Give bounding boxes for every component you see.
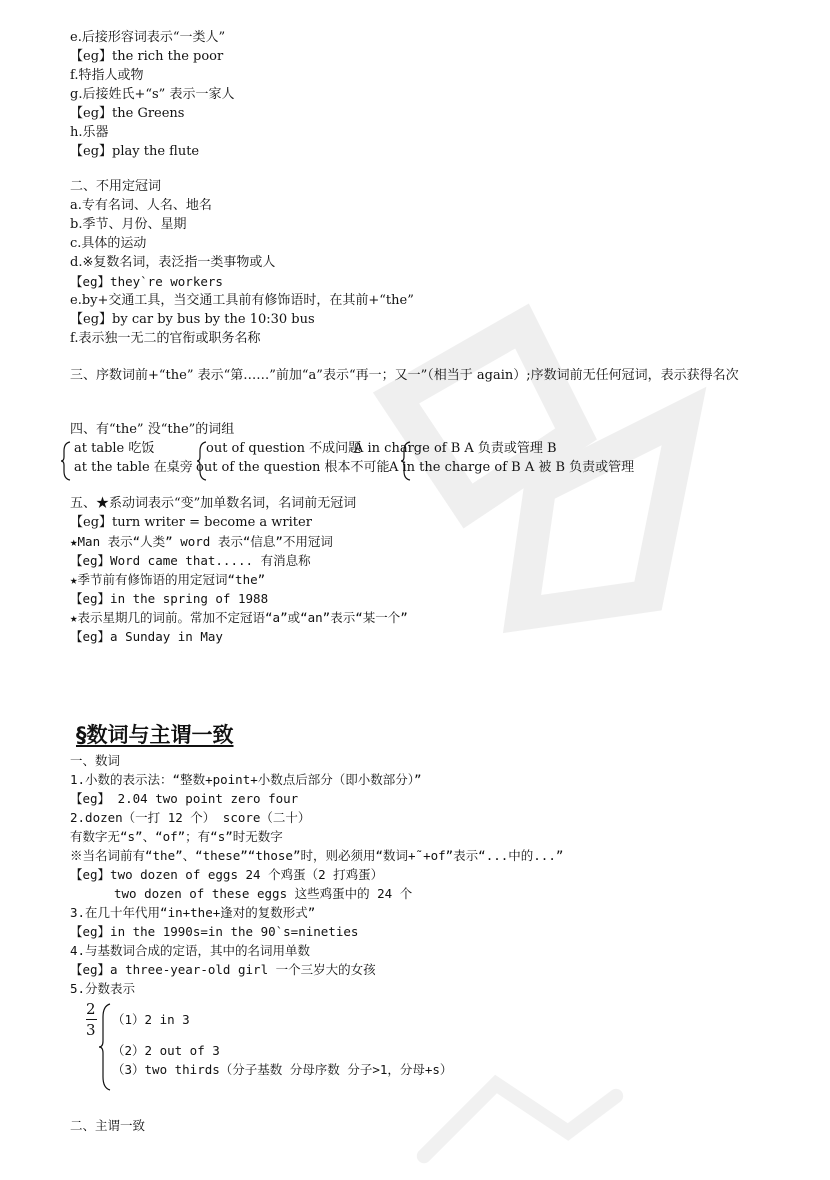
fraction-bar bbox=[86, 1019, 97, 1020]
rule-e: e.by+交通工具，当交通工具前有修饰语时，在其前+“the” bbox=[70, 293, 414, 308]
ordinal-rule: 三、序数词前+“the” 表示“第……”前加“a”表示“再一；又一”（相当于 again）;序数词前无任何冠词，表示获得名次 bbox=[70, 368, 739, 383]
left-brace-icon bbox=[60, 441, 72, 481]
example-line: 【eg】the Greens bbox=[70, 106, 185, 121]
chapter-heading: §数词与主谓一致 bbox=[76, 723, 234, 747]
rule-dozen-note: 有数字无“s”、“of”；有“s”时无数字 bbox=[70, 829, 283, 844]
article-rule-e: e.后接形容词表示“一类人” bbox=[70, 30, 226, 45]
example-line: 【eg】the rich the poor bbox=[70, 49, 224, 64]
rule-decimal: 1.小数的表示法：“整数+point+小数点后部分（即小数部分）” bbox=[70, 772, 422, 787]
rule-c: c.具体的运动 bbox=[70, 236, 147, 251]
article-rule-h: h.乐器 bbox=[70, 125, 109, 140]
fraction-numerator: 2 bbox=[86, 1000, 96, 1018]
article-rule-f: f.特指人或物 bbox=[70, 68, 144, 83]
example-line: two dozen of these eggs 这些鸡蛋中的 24 个 bbox=[114, 886, 413, 901]
rule-decades: 3.在几十年代用“in+the+逢对的复数形式” bbox=[70, 905, 316, 920]
example-line: 【eg】a three-year-old girl 一个三岁大的女孩 bbox=[70, 962, 376, 977]
section-title-no-article: 二、不用定冠词 bbox=[70, 179, 162, 194]
example-line: 【eg】a Sunday in May bbox=[70, 629, 223, 644]
article-rule-g: g.后接姓氏+“s” 表示一家人 bbox=[70, 87, 235, 102]
section-title-linking-verb: 五、★系动词表示“变”加单数名词，名词前无冠词 bbox=[70, 496, 357, 511]
phrase-row1-col3: A in charge of B A 负责或管理 B bbox=[354, 441, 557, 456]
phrase-row2-col1: at the table 在桌旁 bbox=[74, 460, 193, 475]
example-line: 【eg】in the spring of 1988 bbox=[70, 591, 269, 606]
fraction-form-1: （1）2 in 3 bbox=[112, 1012, 190, 1027]
rule-man-word: ★Man 表示“人类” word 表示“信息”不用冠词 bbox=[70, 534, 333, 549]
fraction-form-2: （2）2 out of 3 bbox=[112, 1043, 220, 1058]
rule-fractions: 5.分数表示 bbox=[70, 981, 136, 996]
subsection-title-numerals: 一、数词 bbox=[70, 753, 121, 768]
rule-d: d.※复数名词，表泛指一类事物或人 bbox=[70, 255, 276, 270]
example-line: 【eg】 2.04 two point zero four bbox=[70, 791, 299, 806]
rule-a: a.专有名词、人名、地名 bbox=[70, 198, 212, 213]
phrase-row2-col3: A in the charge of B A 被 B 负责或管理 bbox=[389, 460, 635, 475]
example-line: 【eg】in the 1990s=in the 90`s=nineties bbox=[70, 924, 359, 939]
watermark-logo-bottom bbox=[400, 1060, 640, 1180]
phrase-row1-col2: out of question 不成问题 bbox=[206, 441, 362, 456]
example-line: 【eg】they`re workers bbox=[70, 274, 223, 289]
rule-weekday: ★表示星期几的词前。常加不定冠语“a”或“an”表示“某一个” bbox=[70, 610, 408, 625]
example-line: 【eg】two dozen of eggs 24 个鸡蛋（2 打鸡蛋） bbox=[70, 867, 384, 882]
example-line: 【eg】play the flute bbox=[70, 144, 200, 159]
rule-dozen-of: ※当名词前有“the”、“these”“those”时，则必须用“数词+˜+of”表示“...中的...” bbox=[70, 848, 564, 863]
phrase-row1-col1: at table 吃饭 bbox=[74, 441, 155, 456]
fraction-form-3: （3）two thirds（分子基数 分母序数 分子>1，分母+s） bbox=[112, 1062, 453, 1077]
section-title-phrases: 四、有“the” 没“the”的词组 bbox=[70, 422, 235, 437]
fraction-denominator: 3 bbox=[86, 1021, 96, 1039]
rule-dozen: 2.dozen（一打 12 个） score（二十） bbox=[70, 810, 311, 825]
example-line: 【eg】by car by bus by the 10:30 bus bbox=[70, 312, 315, 327]
rule-compound-attributive: 4.与基数词合成的定语，其中的名词用单数 bbox=[70, 943, 311, 958]
phrase-row2-col2: out of the question 根本不可能 bbox=[196, 460, 390, 475]
example-line: 【eg】turn writer = become a writer bbox=[70, 515, 312, 530]
rule-f: f.表示独一无二的官衔或职务名称 bbox=[70, 331, 261, 346]
example-line: 【eg】Word came that..... 有消息称 bbox=[70, 553, 311, 568]
rule-b: b.季节、月份、星期 bbox=[70, 217, 187, 232]
left-brace-icon bbox=[98, 1003, 112, 1091]
subsection-title-agreement: 二、主谓一致 bbox=[70, 1118, 146, 1133]
rule-season: ★季节前有修饰语的用定冠词“the” bbox=[70, 572, 266, 587]
